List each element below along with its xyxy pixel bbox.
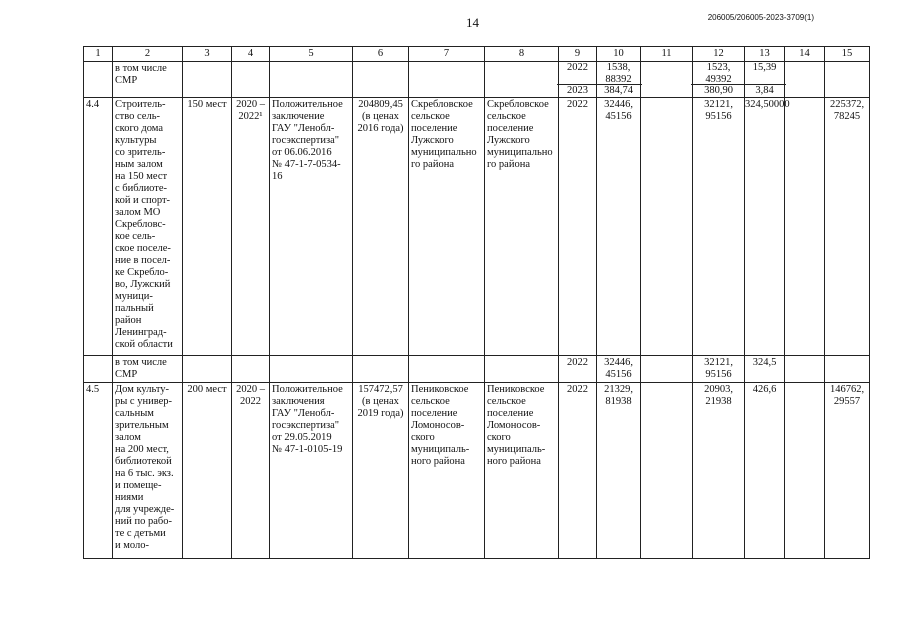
year-cell: 2023 (557, 84, 598, 97)
cost-cell: 157472,57 (в ценах 2019 года) (353, 383, 409, 559)
cost-cell: 204809,45 (в ценах 2016 года) (353, 98, 409, 356)
column-number-row (84, 47, 870, 62)
year-cell: 2022 (559, 356, 597, 383)
year-cell: 2022 (567, 62, 588, 73)
value-cell: 21329, 81938 (597, 383, 641, 559)
column-header: 14 (785, 47, 825, 62)
object-name: Строитель- ство сель- ского дома культуры со зритель- ным залом на 150 мест с библиоте- кой и спорт- залом МО Скребловс- кое сель- ское поселе- ние в посел- ке Скребло- во, Лужский муници- пальный район Ленинград- ской области (113, 98, 183, 356)
value-cell: 1523, 49392 (705, 62, 732, 85)
owner-cell: Скребловское сельское поселение Лужского муниципально го района (485, 98, 559, 356)
row-name: в том числе СМР (113, 356, 183, 383)
customer-cell: Пениковское сельское поселение Ломоносов- ского муниципаль- ного района (409, 383, 485, 559)
column-header: 2 (113, 47, 183, 62)
value-cell: 32446, 45156 (597, 98, 641, 356)
column-header: 5 (270, 47, 353, 62)
value-cell: 324,50000 (745, 98, 785, 356)
period-cell: 2020 – 2022¹ (232, 98, 270, 356)
total-cell: 225372, 78245 (825, 98, 870, 356)
column-header: 12 (693, 47, 745, 62)
column-header: 3 (183, 47, 232, 62)
row-number: 4.5 (84, 383, 113, 559)
capacity-cell: 200 мест (183, 383, 232, 559)
column-header: 9 (559, 47, 597, 62)
value-cell: 15,39 (752, 62, 777, 73)
value-cell: 32121, 95156 (693, 356, 745, 383)
year-cell: 2022 (559, 383, 597, 559)
expertise-cell: Положительное заключение ГАУ "Ленобл- госэкспертиза" от 06.06.2016 № 47-1-7-0534- 16 (270, 98, 353, 356)
column-header: 1 (84, 47, 113, 62)
value-cell: 32121, 95156 (693, 98, 745, 356)
page-number: 14 (466, 15, 479, 30)
value-cell: 384,74 (595, 84, 642, 97)
value-cell: 426,6 (745, 383, 785, 559)
table-row (84, 98, 870, 356)
owner-cell: Пениковское сельское поселение Ломоносов- ского муниципаль- ного района (485, 383, 559, 559)
table-row (84, 383, 870, 559)
value-cell: 3,84 (743, 84, 786, 97)
document-code: 206005/206005-2023-3709(1) (707, 13, 814, 22)
capacity-cell: 150 мест (183, 98, 232, 356)
program-table (83, 46, 870, 559)
expertise-cell: Положительное заключения ГАУ "Ленобл- госэкспертиза" от 29.05.2019 № 47-1-0105-19 (270, 383, 353, 559)
total-cell: 146762, 29557 (825, 383, 870, 559)
value-cell: 32446, 45156 (597, 356, 641, 383)
column-header: 8 (485, 47, 559, 62)
column-header: 4 (232, 47, 270, 62)
year-cell: 2022 (559, 98, 597, 356)
object-name: Дом культу- ры с универ- сальным зрительным залом на 200 мест, библиотекой на 6 тыс. экз. и помеще- ниями для учрежде- ний по рабо- те с детьми и моло- (113, 383, 183, 559)
value-cell: 20903, 21938 (693, 383, 745, 559)
column-header: 11 (641, 47, 693, 62)
column-header: 6 (353, 47, 409, 62)
column-header: 10 (597, 47, 641, 62)
row-name: в том числе СМР (113, 62, 183, 98)
customer-cell: Скребловское сельское поселение Лужского муниципально го района (409, 98, 485, 356)
value-cell: 324,5 (745, 356, 785, 383)
column-header: 15 (825, 47, 870, 62)
table-row (84, 62, 870, 98)
column-header: 13 (745, 47, 785, 62)
table-row (84, 356, 870, 383)
row-number: 4.4 (84, 98, 113, 356)
column-header: 7 (409, 47, 485, 62)
value-cell: 1538, 88392 (605, 62, 632, 85)
value-cell: 380,90 (691, 84, 746, 97)
period-cell: 2020 – 2022 (232, 383, 270, 559)
